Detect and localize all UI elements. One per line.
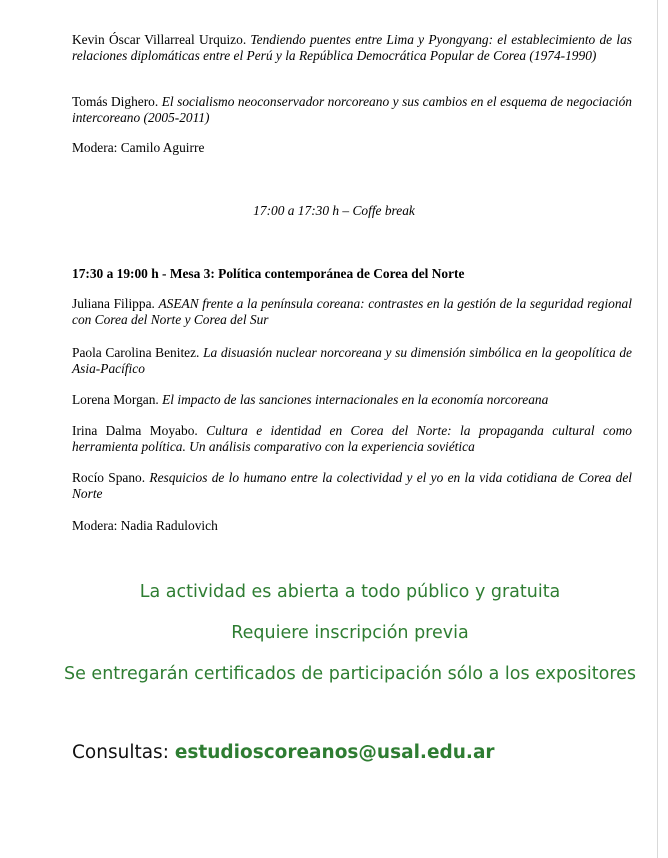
talk-filippa — [72, 296, 632, 328]
talk-villarreal — [72, 32, 632, 64]
talk-author: Tomás Dighero. — [72, 94, 159, 109]
talk-title: La disuasión nuclear norcoreana y su dimensión simbólica en la geopolítica de Asia-Pacífico — [72, 345, 632, 376]
talk-title: ASEAN frente a la península coreana: contrastes en la gestión de la seguridad regional con Corea del Norte y Corea del Sur — [72, 296, 632, 327]
contact-label: Consultas: — [72, 742, 169, 763]
talk-author: Irina Dalma Moyabo. — [72, 423, 198, 438]
talk-morgan — [72, 392, 632, 408]
talk-author: Paola Carolina Benitez. — [72, 345, 200, 360]
talk-title: Resquicios de lo humano entre la colectividad y el yo en la vida cotidiana de Corea del Norte — [72, 470, 632, 501]
talk-title: El socialismo neoconservador norcoreano y sus cambios en el esquema de negociación intercoreano (2005-2011) — [72, 94, 632, 125]
page-edge-divider — [657, 0, 658, 858]
talk-author: Kevin Óscar Villarreal Urquizo. — [72, 32, 247, 47]
talk-author: Lorena Morgan. — [72, 392, 159, 407]
notice-free-access: La actividad es abierta a todo público y gratuita — [139, 582, 561, 602]
talk-title: El impacto de las sanciones internacionales en la economía norcoreana — [162, 392, 549, 407]
talk-benitez — [72, 345, 632, 377]
notice-certificates: Se entregarán certificados de participación sólo a los expositores — [63, 664, 637, 684]
notice-registration: Requiere inscripción previa — [231, 623, 469, 643]
contact-line — [72, 742, 495, 763]
contact-email-link[interactable]: estudioscoreanos@usal.edu.ar — [174, 742, 495, 763]
talk-spano — [72, 470, 632, 502]
talk-moyabo — [72, 423, 632, 455]
talk-author: Juliana Filippa. — [72, 296, 155, 311]
mesa3-heading: 17:30 a 19:00 h - Mesa 3: Política contemporánea de Corea del Norte — [72, 266, 465, 281]
talk-title: Cultura e identidad en Corea del Norte: la propaganda cultural como herramienta política. Un análisis comparativo con la experiencia soviética — [72, 423, 632, 454]
moderator-mesa2: Modera: Camilo Aguirre — [72, 140, 205, 155]
coffee-break: 17:00 a 17:30 h – Coffe break — [253, 203, 415, 218]
talk-dighero — [72, 94, 632, 126]
talk-title: Tendiendo puentes entre Lima y Pyongyang: el establecimiento de las relaciones diplomáticas entre el Perú y la República Democrática Popular de Corea (1974-1990) — [72, 32, 632, 63]
talk-author: Rocío Spano. — [72, 470, 146, 485]
moderator-mesa3: Modera: Nadia Radulovich — [72, 518, 218, 533]
